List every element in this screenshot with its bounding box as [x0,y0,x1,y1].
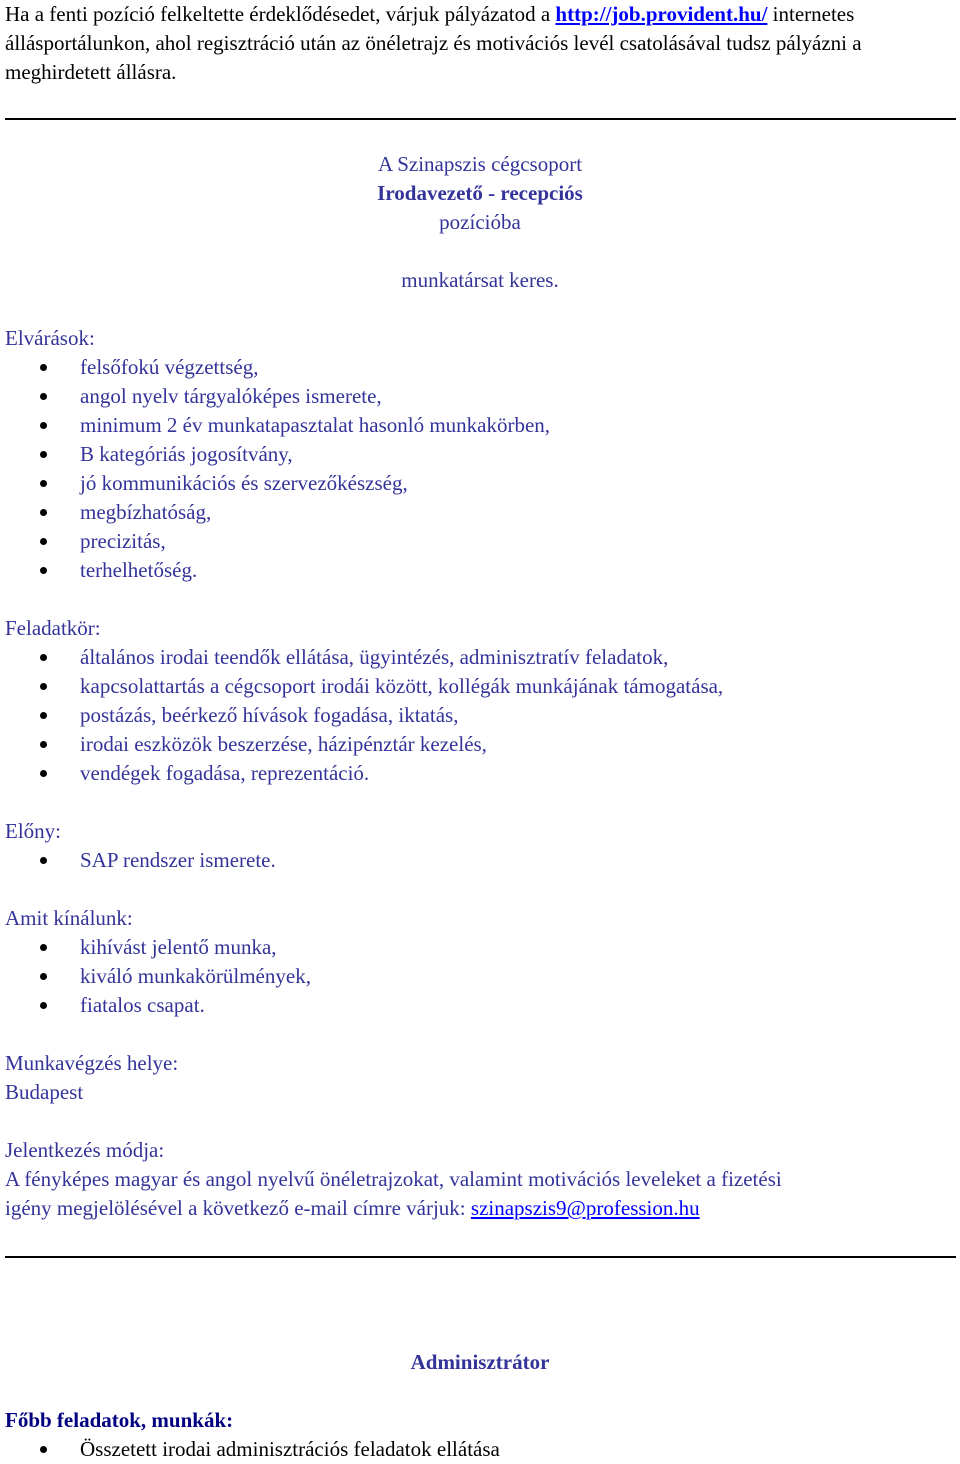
list-item [0,962,311,991]
bullet-icon [40,944,47,951]
requirements-heading: Elvárások: [5,326,95,350]
bullet-icon [40,451,47,458]
horizontal-divider-top [5,118,956,120]
position-title: Irodavezető - recepciós [377,181,583,205]
horizontal-divider-middle [5,1256,956,1258]
bullet-icon [40,393,47,400]
list-item [0,469,550,498]
position-title-2: Adminisztrátor [410,1350,550,1374]
list-item [0,411,550,440]
list-item-text: felsőfokú végzettség, [80,355,259,379]
email-link[interactable]: szinapszis9@profession.hu [470,1196,700,1220]
list-item-text: vendégek fogadása, reprezentáció. [80,761,370,785]
list-item-text: B kategóriás jogosítvány, [80,442,293,466]
bullet-icon [40,770,47,777]
bullet-icon [40,741,47,748]
list-item-text: kiváló munkakörülmények, [80,964,311,988]
offer-list [0,933,311,1020]
seeking-text: munkatársat keres. [401,268,559,292]
list-item [0,701,723,730]
list-item-text: Összetett irodai adminisztrációs feladatok ellátása [80,1437,500,1461]
list-item-text: jó kommunikációs és szervezőkészség, [80,471,408,495]
advantage-heading: Előny: [5,819,61,843]
list-item [0,672,723,701]
bullet-icon [40,364,47,371]
list-item [0,1435,500,1464]
apply-text-line-2 [5,1194,700,1223]
list-item-text: irodai eszközök beszerzése, házipénztár kezelés, [80,732,487,756]
list-item [0,353,550,382]
list-item-text: fiatalos csapat. [80,993,205,1017]
list-item [0,933,311,962]
list-item [0,991,311,1020]
bullet-icon [40,654,47,661]
list-item-text: minimum 2 év munkatapasztalat hasonló munkakörben, [80,413,551,437]
location-value: Budapest [5,1080,84,1104]
list-item-text: megbízhatóság, [80,500,212,524]
bullet-icon [40,567,47,574]
bullet-icon [40,857,47,864]
list-item [0,527,550,556]
list-item [0,382,550,411]
list-item [0,730,723,759]
list-item-text: precizitás, [80,529,166,553]
company-name: A Szinapszis cégcsoport [377,152,583,176]
list-item-text: SAP rendszer ismerete. [80,848,276,872]
list-item-text: általános irodai teendők ellátása, ügyintézés, adminisztratív feladatok, [80,645,669,669]
bullet-icon [40,683,47,690]
bullet-icon [40,422,47,429]
list-item [0,643,723,672]
bullet-icon [40,1002,47,1009]
list-item [0,556,550,585]
list-item [0,440,550,469]
tasks-list [0,1435,500,1464]
list-item [0,498,550,527]
list-item [0,759,723,788]
tasks-heading: Főbb feladatok, munkák: [5,1408,234,1432]
duties-list [0,643,723,788]
list-item-text: postázás, beérkező hívások fogadása, iktatás, [80,703,459,727]
bullet-icon [40,973,47,980]
intro-text-before-link: Ha a fenti pozíció felkeltette érdeklődésedet, várjuk pályázatod a [5,2,556,26]
offer-heading: Amit kínálunk: [5,906,133,930]
advantage-list [0,846,276,875]
job-portal-link[interactable]: http://job.provident.hu/ [555,2,768,26]
list-item-text: kihívást jelentő munka, [80,935,277,959]
list-item-text: angol nyelv tárgyalóképes ismerete, [80,384,382,408]
apply-heading: Jelentkezés módja: [5,1138,165,1162]
apply-text-prefix: igény megjelölésével a következő e-mail címre várjuk: [5,1196,471,1220]
intro-paragraph [5,0,955,87]
bullet-icon [40,712,47,719]
intro-text-after-link: internetes állásportálunkon, ahol regisztráció után az önéletrajz és motivációs levél csatolásával tudsz pályázni a meghirdetett állásra. [5,2,862,84]
bullet-icon [40,480,47,487]
list-item-text: terhelhetőség. [80,558,198,582]
bullet-icon [40,538,47,545]
bullet-icon [40,509,47,516]
requirements-list [0,353,550,585]
apply-text-line-1: A fényképes magyar és angol nyelvű önéletrajzokat, valamint motivációs leveleket a fizetési [5,1167,782,1191]
duties-heading: Feladatkör: [5,616,101,640]
list-item-text: kapcsolattartás a cégcsoport irodái között, kollégák munkájának támogatása, [80,674,724,698]
list-item [0,846,276,875]
location-heading: Munkavégzés helye: [5,1051,179,1075]
position-suffix: pozícióba [439,210,521,234]
bullet-icon [40,1446,47,1453]
